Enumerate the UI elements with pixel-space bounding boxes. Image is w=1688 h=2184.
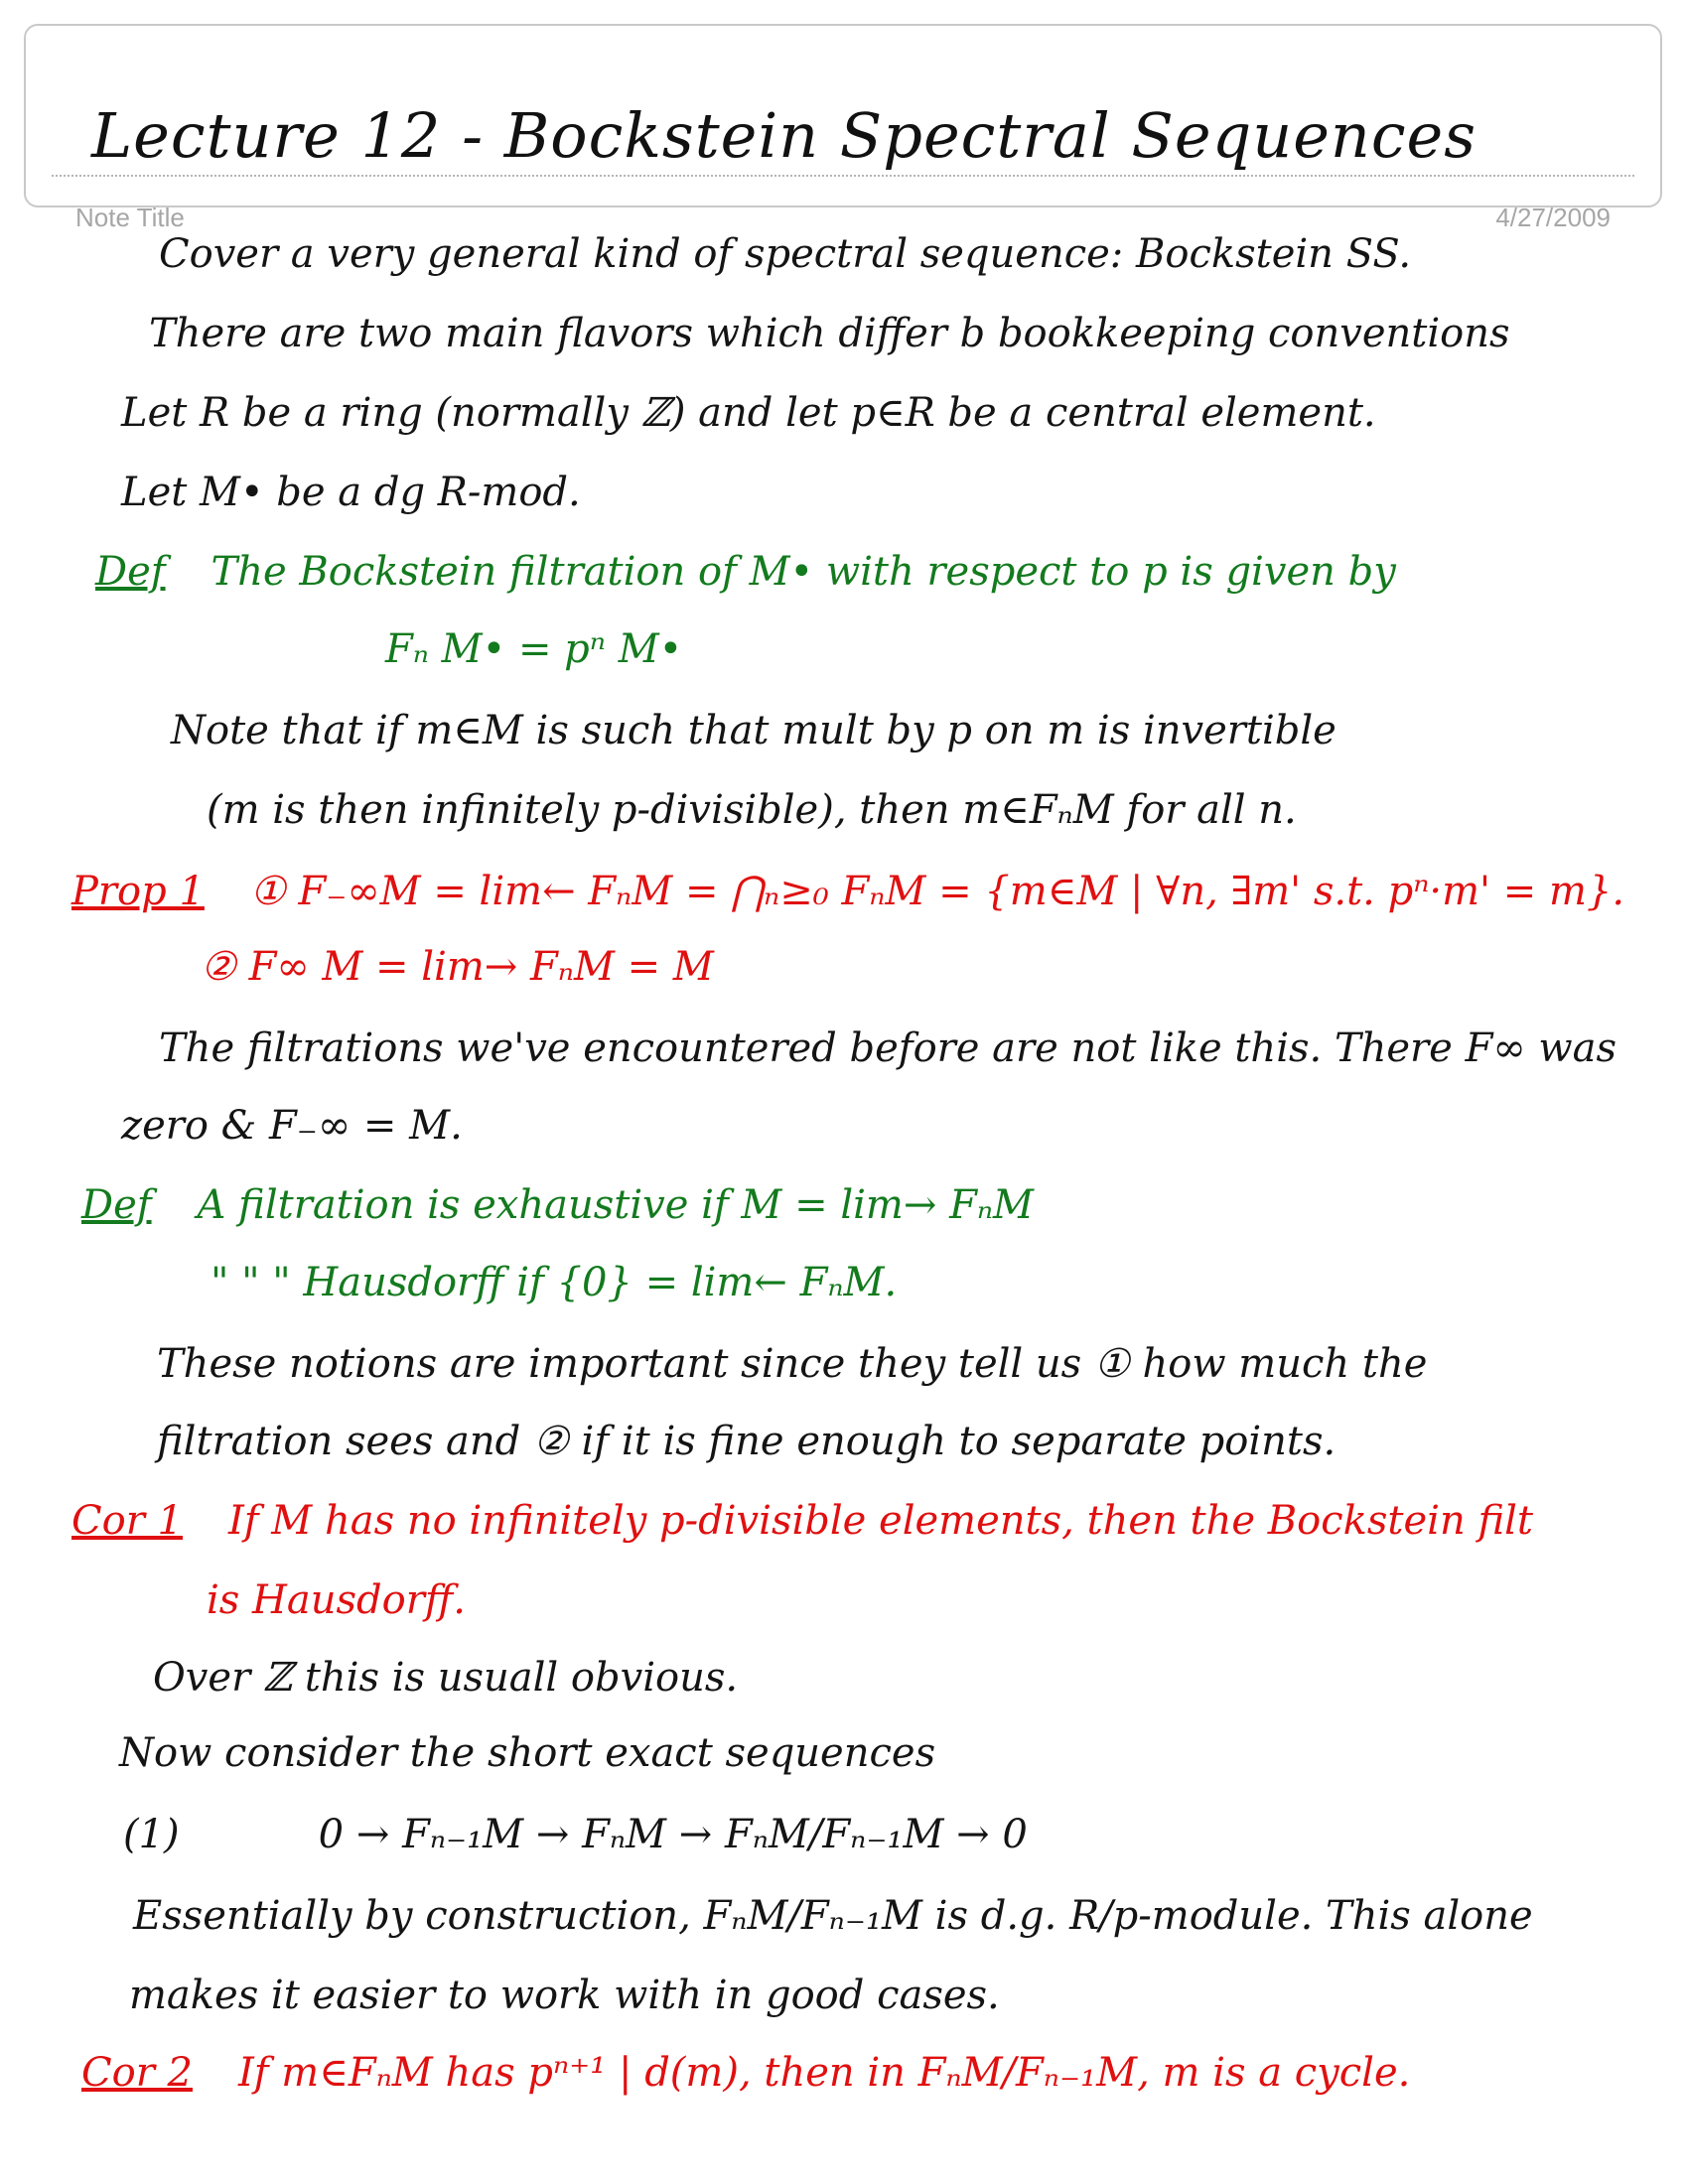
page-title: Lecture 12 - Bockstein Spectral Sequences xyxy=(91,99,1477,172)
corollary-1 xyxy=(71,1497,1533,1545)
proposition-1-part-2: ② F∞ M = lim→ FₙM = M xyxy=(201,944,714,990)
corollary-1-continued: is Hausdorff. xyxy=(207,1577,466,1623)
corollary-2 xyxy=(81,2049,1410,2097)
definition-exhaustive xyxy=(81,1181,1034,1229)
note-date: 4/27/2009 xyxy=(1495,203,1611,232)
short-exact-sequence xyxy=(123,1811,1028,1858)
text-line-consider: Now consider the short exact sequences xyxy=(119,1730,936,1776)
text-line-divisible: (m is then infinitely p-divisible), then m∈FₙM for all n. xyxy=(207,787,1297,833)
definition-text: The Bockstein filtration of M• with respect to p is given by xyxy=(211,549,1396,595)
sequence-formula: 0 → Fₙ₋₁M → FₙM → FₙM/Fₙ₋₁M → 0 xyxy=(318,1812,1028,1857)
definition-bockstein-filtration xyxy=(95,548,1396,596)
corollary-label: Cor 1 xyxy=(71,1498,183,1544)
corollary-text: If M has no infinitely p-divisible elements, then the Bockstein filt xyxy=(227,1498,1533,1544)
definition-hausdorff: " " " Hausdorff if {0} = lim← FₙM. xyxy=(211,1260,898,1305)
proposition-text-1: ① F₋∞M = lim← FₙM = ⋂ₙ≥₀ FₙM = {m∈M | ∀n, ∃m' s.t. pⁿ·m' = m}. xyxy=(249,869,1625,914)
title-dotted-rule xyxy=(52,175,1634,177)
text-line-note: Note that if m∈M is such that mult by p on m is invertible xyxy=(171,708,1336,753)
sequence-label: (1) xyxy=(123,1812,180,1857)
definition-formula: Fₙ M• = pⁿ M• xyxy=(385,626,683,672)
text-line-ring: Let R be a ring (normally ℤ) and let p∈R be a central element. xyxy=(121,390,1376,436)
text-line-separate: filtration sees and ② if it is fine enough to separate points. xyxy=(157,1419,1336,1464)
text-line-over-z: Over ℤ this is usuall obvious. xyxy=(153,1655,739,1701)
note-title-label: Note Title xyxy=(75,203,185,232)
text-line-module: Let M• be a dg R-mod. xyxy=(121,470,581,515)
text-line-zero: zero & F₋∞ = M. xyxy=(121,1103,463,1149)
corollary-text: If m∈FₙM has pⁿ⁺¹ | d(m), then in FₙM/Fₙ₋₁M, m is a cycle. xyxy=(237,2050,1411,2096)
definition-label: Def xyxy=(95,549,166,595)
corollary-label: Cor 2 xyxy=(81,2050,193,2096)
definition-label: Def xyxy=(81,1182,152,1228)
text-line-flavors: There are two main flavors which differ b bookkeeping conventions xyxy=(149,311,1510,356)
proposition-1-part-1 xyxy=(71,868,1624,915)
proposition-label: Prop 1 xyxy=(71,869,205,914)
text-line-filtrations: The filtrations we've encountered before are not like this. There F∞ was xyxy=(159,1025,1617,1071)
text-line-easier: makes it easier to work with in good cases. xyxy=(129,1973,1000,2018)
text-line-notions: These notions are important since they tell us ① how much the xyxy=(157,1341,1428,1387)
text-line-essentially: Essentially by construction, FₙM/Fₙ₋₁M is d.g. R/p-module. This alone xyxy=(133,1893,1533,1939)
definition-text: A filtration is exhaustive if M = lim→ FₙM xyxy=(197,1182,1034,1228)
text-line-cover: Cover a very general kind of spectral sequence: Bockstein SS. xyxy=(159,231,1412,277)
